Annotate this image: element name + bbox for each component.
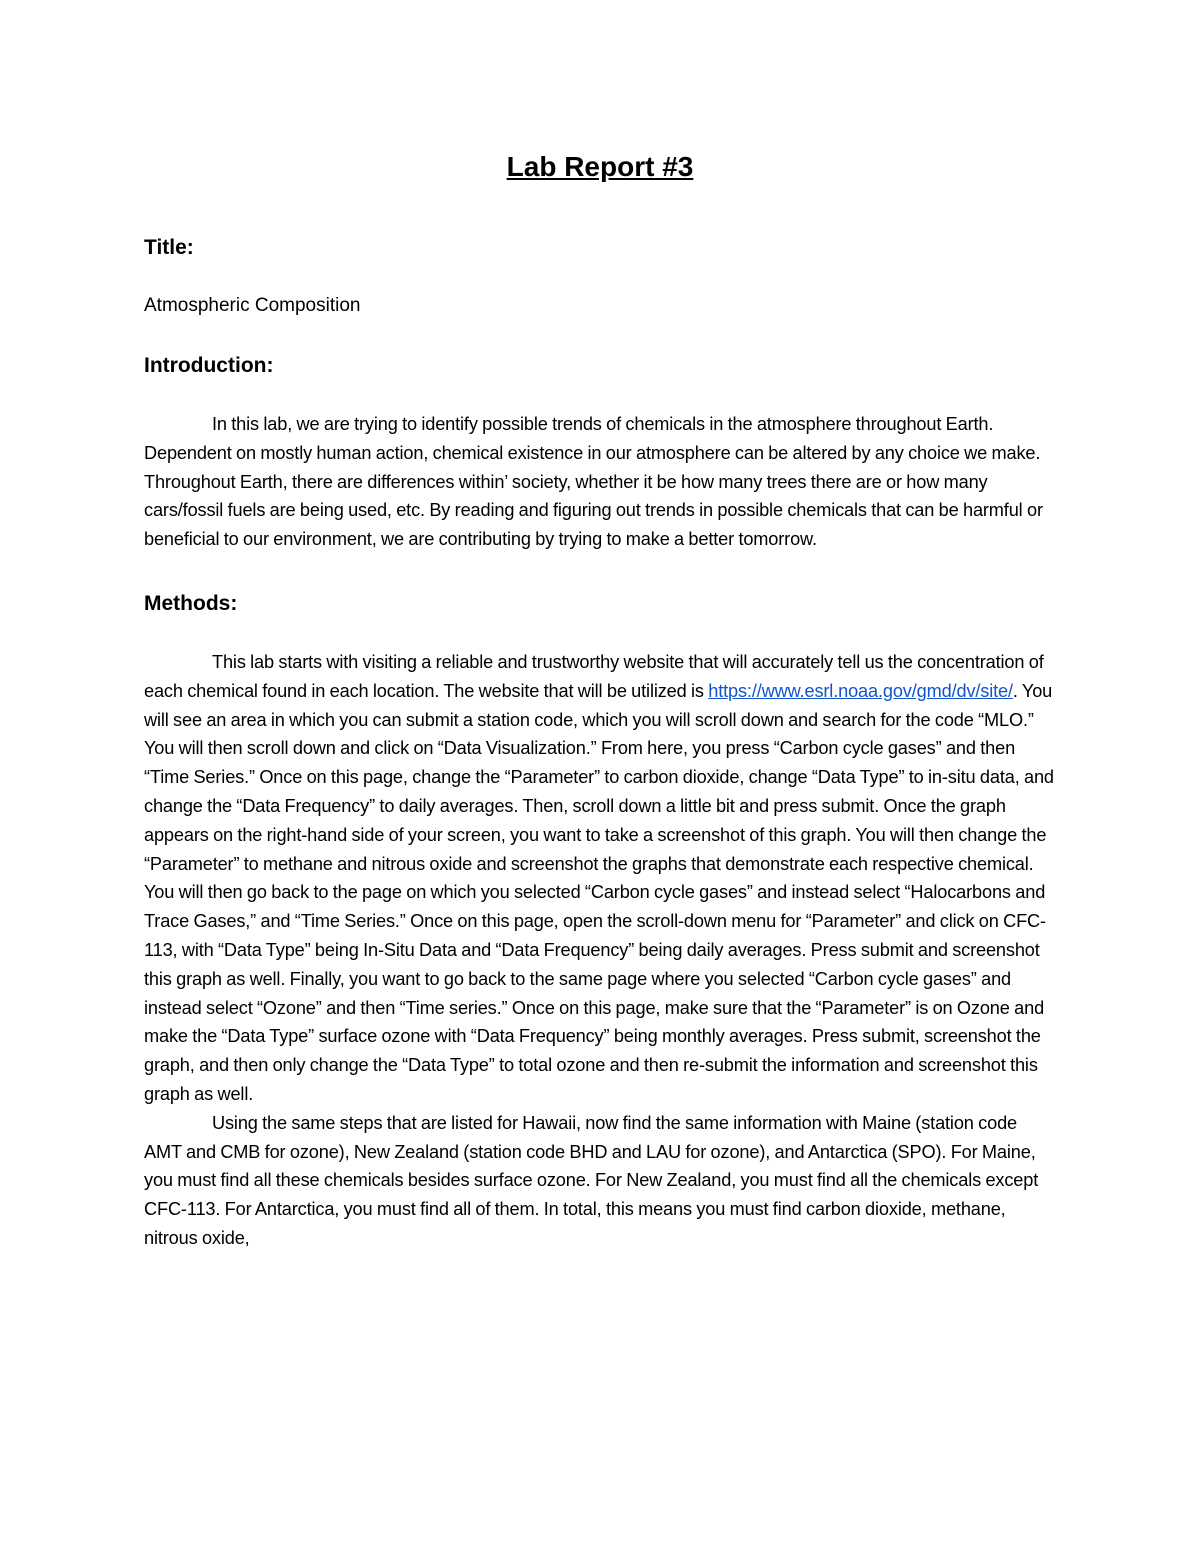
document-body (144, 150, 1056, 1253)
title-heading: Title: (144, 236, 194, 259)
methods-heading: Methods: (144, 591, 238, 615)
methods-text-before-link: This lab starts with visiting a reliable and trustworthy website that will accurately tell us the concentration of each chemical found in each location. The website that will be utilized is (144, 651, 1044, 701)
title-value: Atmospheric Composition (144, 295, 361, 316)
introduction-paragraph: In this lab, we are trying to identify possible trends of chemicals in the atmosphere throughout Earth. Dependent on mostly human action, chemical existence in our atmosphere can be altered by any choice we make. Throughout Earth, there are differences within’ society, whether it be how many trees there are or how many cars/fossil fuels are being used, etc. By reading and figuring out trends in possible chemicals that can be harmful or beneficial to our environment, we are contributing by trying to make a better tomorrow. (144, 414, 1043, 550)
page-title: Lab Report #3 (506, 151, 694, 182)
methods-paragraph-1 (144, 648, 1056, 1109)
methods-text-after-link: . You will see an area in which you can submit a station code, which you will scroll down and search for the code “MLO.” You will then scroll down and click on “Data Visualization.” From here, you press “Carbon cycle gases” and then “Time Series.” Once on this page, change the “Parameter” to carbon dioxide, change “Data Type” to in-situ data, and change the “Data Frequency” to daily averages. Then, scroll down a little bit and press submit. Once the graph appears on the right-hand side of your screen, you want to take a screenshot of this graph. You will then change the “Parameter” to methane and nitrous oxide and screenshot the graphs that demonstrate each respective chemical. You will then go back to the page on which you selected “Carbon cycle gases” and instead select “Halocarbons and Trace Gases,” and “Time Series.” Once on this page, open the scroll-down menu for “Parameter” and click on CFC-113, with “Data Type” being In-Situ Data and “Data Frequency” being daily averages. Press submit and screenshot this graph as well. Finally, you want to go back to the same page where you selected “Carbon cycle gases” and instead select “Ozone” and then “Time series.” Once on this page, make sure that the “Parameter” is on Ozone and make the “Data Type” surface ozone with “Data Frequency” being monthly averages. Press submit, screenshot the graph, and then only change the “Data Type” to total ozone and then re-submit the information and screenshot this graph as well. (144, 680, 1054, 1104)
methods-paragraph-2: Using the same steps that are listed for Hawaii, now find the same information with Maine (station code AMT and CMB for ozone), New Zealand (station code BHD and LAU for ozone), and Antarctica (SPO). For Maine, you must find all these chemicals besides surface ozone. For New Zealand, you must find all the chemicals except CFC-113. For Antarctica, you must find all of them. In total, this means you must find carbon dioxide, methane, nitrous oxide, (144, 1112, 1039, 1248)
introduction-heading: Introduction: (144, 354, 274, 377)
noaa-website-link[interactable]: https://www.esrl.noaa.gov/gmd/dv/site/ (708, 680, 1013, 701)
